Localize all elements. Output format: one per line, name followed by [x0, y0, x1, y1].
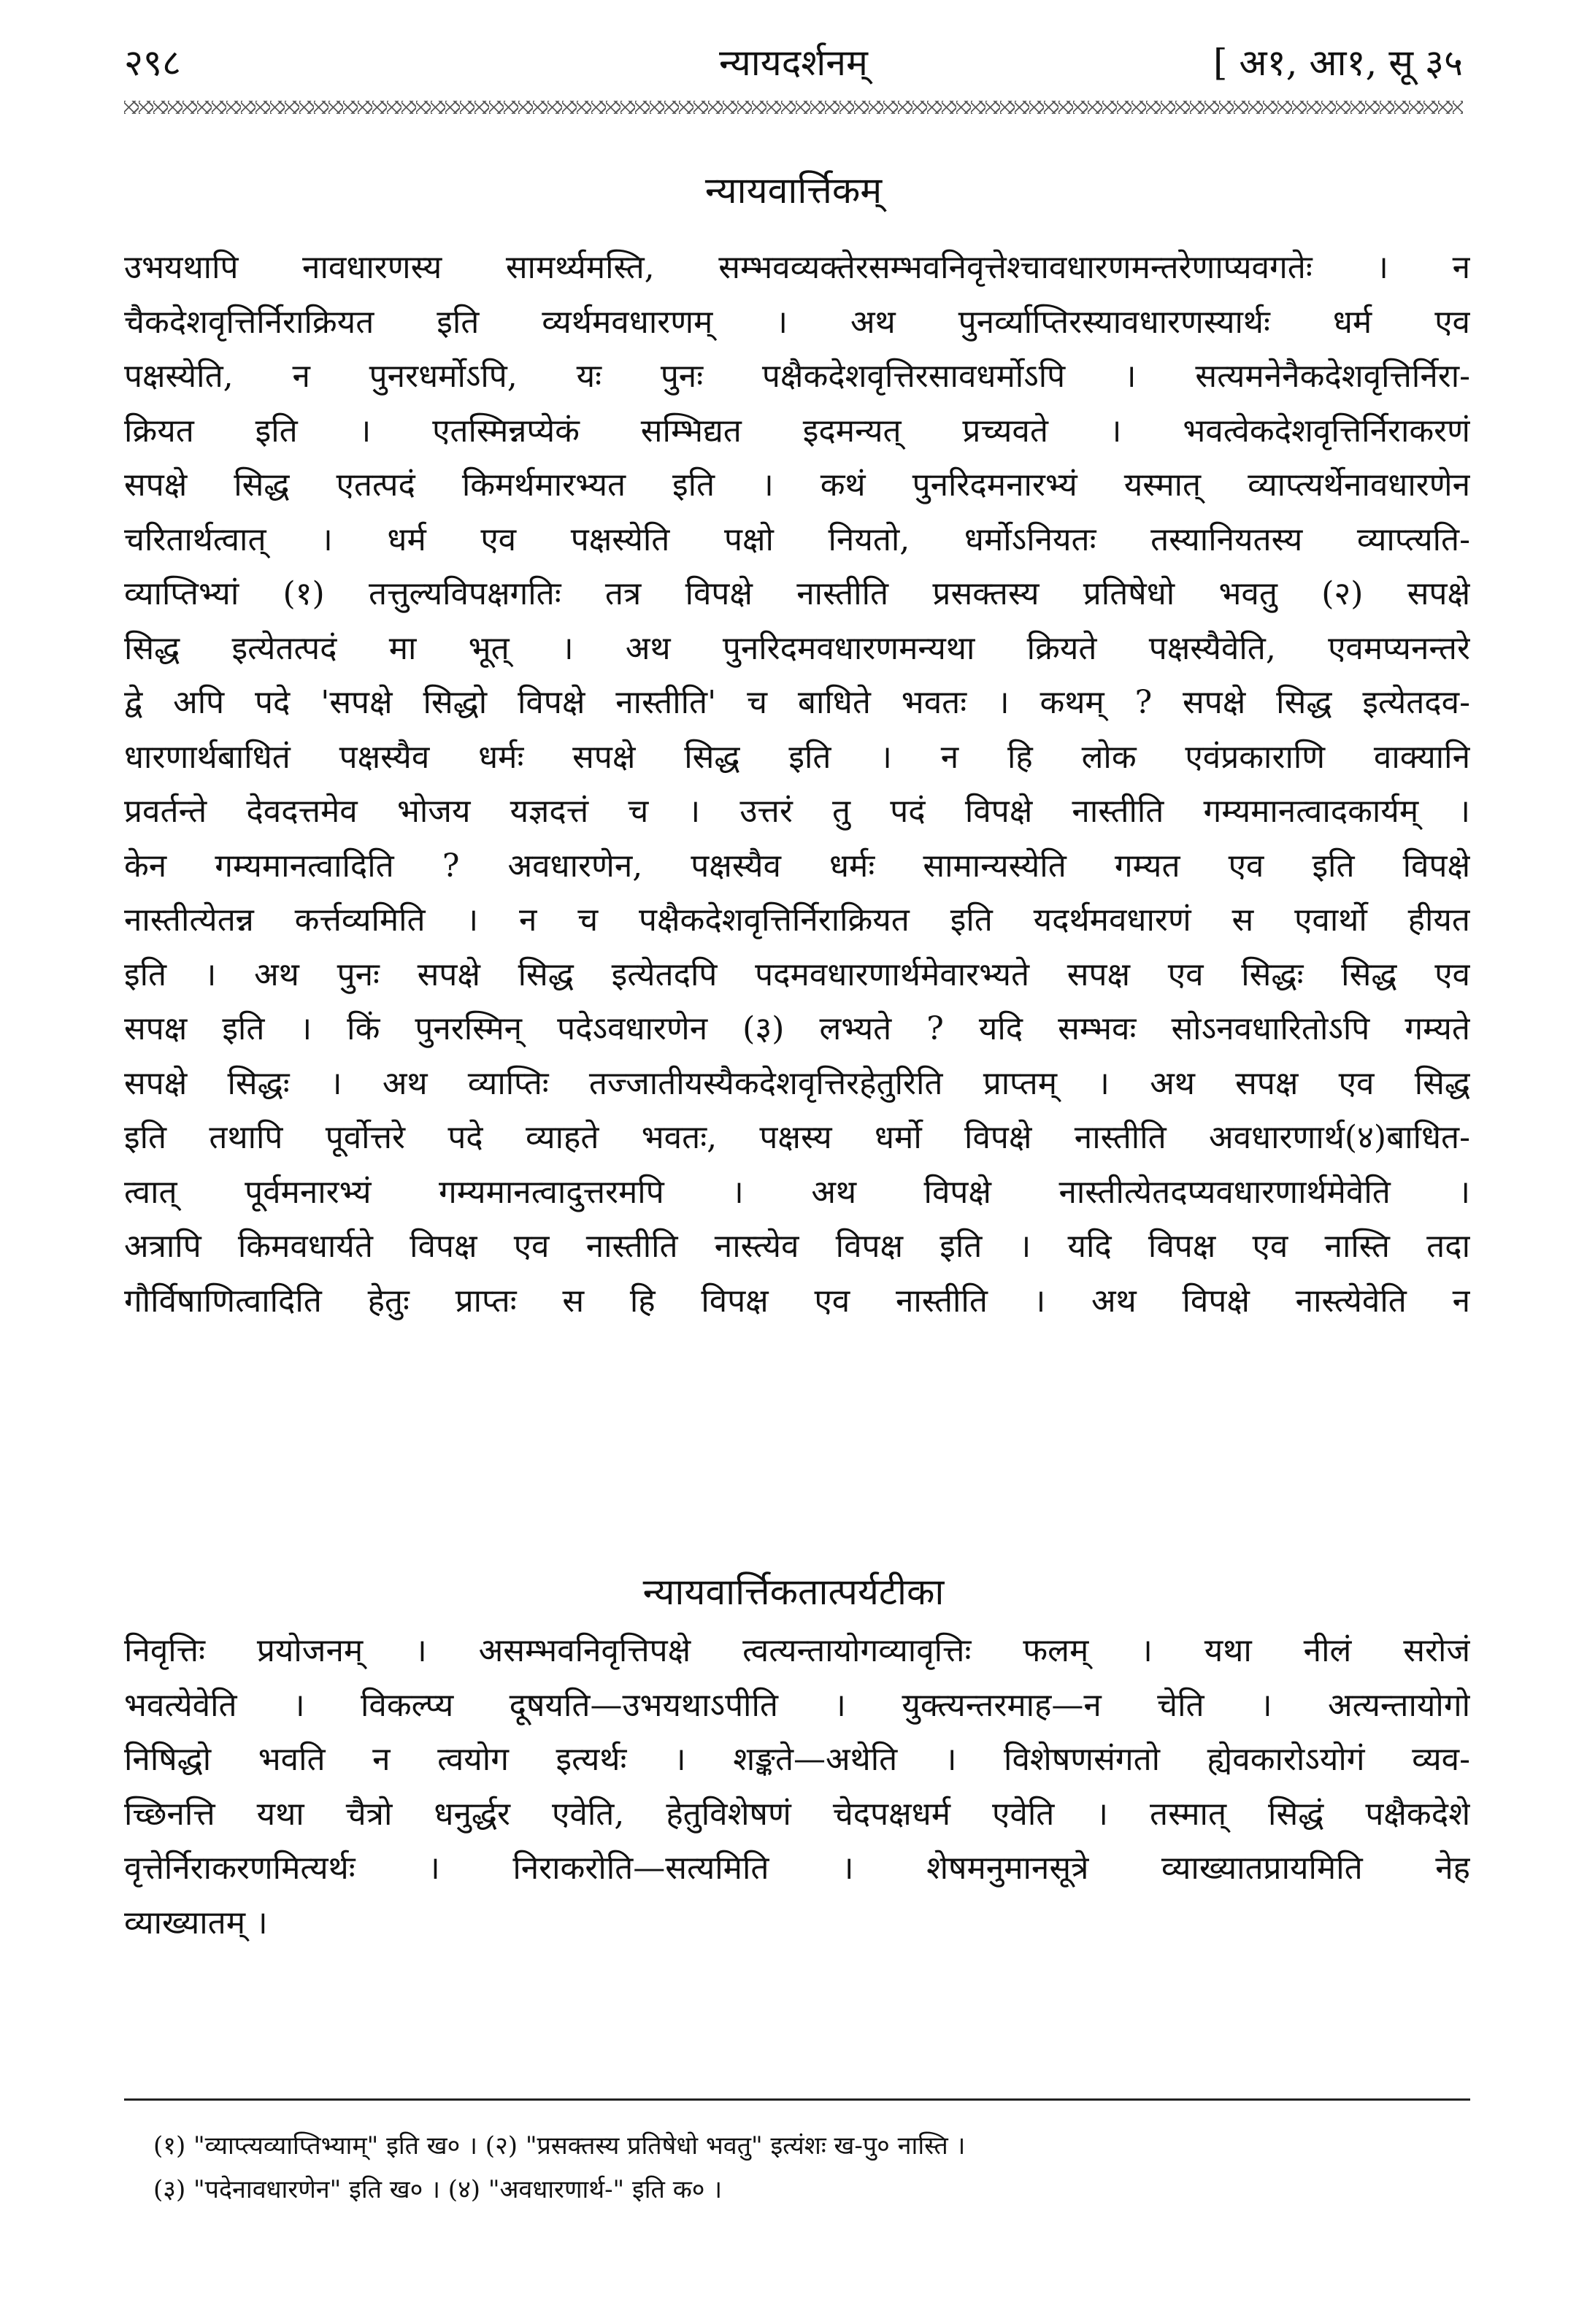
- text-line: नास्तीत्येतन्न कर्त्तव्यमिति । न च पक्षैकदेशवृत्तिर्निराक्रियत इति यदर्थमवधारणं स एवार्थो हीयत: [124, 901, 1470, 939]
- section-reference: [ अ१, आ१, सू ३५: [1213, 42, 1463, 84]
- page-header: [124, 36, 1463, 95]
- section-title-tika: न्यायवार्त्तिकतात्पर्यटीका: [642, 1571, 945, 1613]
- page-number: २९८: [124, 42, 181, 84]
- text-line: इति । अथ पुनः सपक्षे सिद्ध इत्येतदपि पदमवधारणार्थमेवारभ्यते सपक्ष एव सिद्धः सिद्ध एव: [124, 955, 1470, 993]
- tika-text: [124, 1624, 1470, 1950]
- text-line: अत्रापि किमवधार्यते विपक्ष एव नास्तीति नास्त्येव विपक्ष इति । यदि विपक्ष एव नास्ति तदा: [124, 1228, 1470, 1265]
- text-line: धारणार्थबाधितं पक्षस्यैव धर्मः सपक्षे सिद्ध इति । न हि लोक एवंप्रकाराणि वाक्यानि: [124, 738, 1470, 776]
- text-line: उभयथापि नावधारणस्य सामर्थ्यमस्ति, सम्भवव्यक्तेरसम्भवनिवृत्तेश्चावधारणमन्तरेणाप्यवगतेः । न: [124, 249, 1470, 286]
- text-line: इति तथापि पूर्वोत्तरे पदे व्याहते भवतः, पक्षस्य धर्मो विपक्षे नास्तीति अवधारणार्थ(४)बाधित-: [124, 1119, 1470, 1156]
- text-line: केन गम्यमानत्वादिति ? अवधारणेन, पक्षस्यैव धर्मः सामान्यस्येति गम्यत एव इति विपक्षे: [124, 847, 1470, 885]
- text-line: निषिद्धो भवति न त्वयोग इत्यर्थः । शङ्कते—अथेति । विशेषणसंगतो ह्येवकारोऽयोगं व्यव-: [124, 1741, 1470, 1778]
- text-line: व्याख्यातम् ।: [124, 1904, 268, 1942]
- text-line: क्रियत इति । एतस्मिन्नप्येकं सम्भिद्यत इदमन्यत् प्रच्यवते । भवत्वेकदेशवृत्तिर्निराकरणं: [124, 412, 1470, 450]
- footnote-divider: [124, 2098, 1470, 2101]
- text-line: प्रवर्तन्ते देवदत्तमेव भोजय यज्ञदत्तं च । उत्तरं तु पदं विपक्षे नास्तीति गम्यमानत्वादकार्यम् ।: [124, 793, 1470, 830]
- text-line: द्वे अपि पदे 'सपक्षे सिद्धो विपक्षे नास्तीति' च बाधिते भवतः । कथम् ? सपक्षे सिद्ध इत्येतदव-: [124, 684, 1470, 721]
- text-line: चैकदेशवृत्तिर्निराक्रियत इति व्यर्थमवधारणम् । अथ पुनर्व्याप्तिरस्यावधारणस्यार्थः धर्म एव: [124, 303, 1470, 341]
- text-line: निवृत्तिः प्रयोजनम् । असम्भवनिवृत्तिपक्षे त्वत्यन्तायोगव्यावृत्तिः फलम् । यथा नीलं सरोजं: [124, 1632, 1470, 1669]
- vartika-text: [124, 241, 1470, 1328]
- text-line: चरितार्थत्वात् । धर्म एव पक्षस्येति पक्षो नियतो, धर्मोऽनियतः तस्यानियतस्य व्याप्त्यति-: [124, 520, 1470, 558]
- text-line: पक्षस्येति, न पुनरधर्मोऽपि, यः पुनः पक्षैकदेशवृत्तिरसावधर्मोऽपि । सत्यमनेनैकदेशवृत्तिर्निरा-: [124, 358, 1470, 395]
- text-line: सिद्ध इत्येतत्पदं मा भूत् । अथ पुनरिदमवधारणमन्यथा क्रियते पक्षस्यैवेति, एवमप्यनन्तरे: [124, 629, 1470, 667]
- text-line: सपक्ष इति । किं पुनरस्मिन् पदेऽवधारणेन (३) लभ्यते ? यदि सम्भवः सोऽनवधारितोऽपि गम्यते: [124, 1010, 1470, 1047]
- text-line: भवत्येवेति । विकल्प्य दूषयति—उभयथाऽपीति । युक्त्यन्तरमाह—न चेति । अत्यन्तायोगो: [124, 1686, 1470, 1724]
- text-line: त्वात् पूर्वमनारभ्यं गम्यमानत्वादुत्तरमपि । अथ विपक्षे नास्तीत्येतदप्यवधारणार्थमेवेति ।: [124, 1173, 1470, 1211]
- text-line: वृत्तेर्निराकरणमित्यर्थः । निराकरोति—सत्यमिति । शेषमनुमानसूत्रे व्याख्यातप्रायमिति नेह: [124, 1850, 1470, 1887]
- running-title: न्यायदर्शनम्: [719, 42, 868, 84]
- text-line: व्याप्तिभ्यां (१) तत्तुल्यविपक्षगतिः तत्र विपक्षे नास्तीति प्रसक्तस्य प्रतिषेधो भवतु (२) सपक्षे: [124, 575, 1470, 612]
- footnotes: [153, 2124, 1448, 2212]
- text-line: गौर्विषाणित्वादिति हेतुः प्राप्तः स हि विपक्ष एव नास्तीति । अथ विपक्षे नास्त्येवेति न: [124, 1282, 1470, 1320]
- text-line: च्छिनत्ति यथा चैत्रो धनुर्द्धर एवेति, हेतुविशेषणं चेदपक्षधर्म एवेति । तस्मात् सिद्धं पक्षैकदेशे: [124, 1795, 1470, 1833]
- footnote-line: (१) "व्याप्त्यव्याप्तिभ्याम्" इति ख० । (२) "प्रसक्तस्य प्रतिषेधो भवतु" इत्यंशः ख-पु० नास्ति ।: [153, 2131, 966, 2161]
- text-line: सपक्षे सिद्ध एतत्पदं किमर्थमारभ्यत इति । कथं पुनरिदमनारभ्यं यस्मात् व्याप्त्यर्थेनावधारणेन: [124, 466, 1470, 504]
- section-title-vartika: न्यायवार्त्तिकम्: [704, 169, 883, 212]
- footnote-line: (३) "पदेनावधारणेन" इति ख० । (४) "अवधारणार्थ-" इति क० ।: [153, 2175, 723, 2204]
- text-line: सपक्षे सिद्धः । अथ व्याप्तिः तज्जातीयस्यैकदेशवृत्तिरहेतुरिति प्राप्तम् । अथ सपक्ष एव सिद्ध: [124, 1064, 1470, 1102]
- header-divider: [124, 101, 1463, 114]
